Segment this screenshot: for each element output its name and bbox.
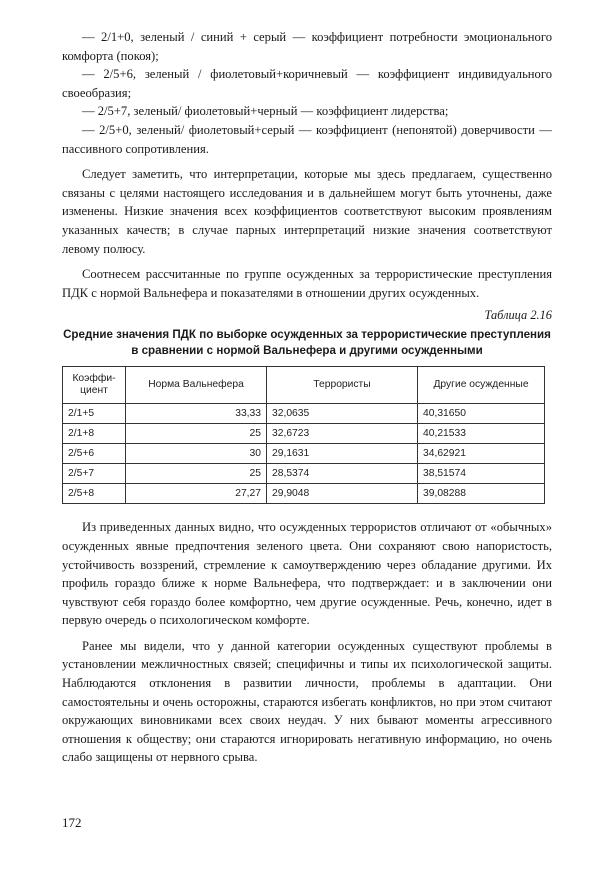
cell-norm: 25 xyxy=(126,464,267,484)
table-row xyxy=(63,424,545,444)
cell-norm: 30 xyxy=(126,444,267,464)
paragraph-interpretation-note: Следует заметить, что интерпретации, которые мы здесь предлагаем, существенно связаны с целями настоящего исследования и в дальнейшем могут быть уточнены, даже изменены. Низкие значения всех коэффициентов соответствуют высоким проявлениям указанных качеств; в случае парных интерпретаций низкие значения соответствуют левому полюсу. xyxy=(62,167,552,256)
cell-other-convicts: 38,51574 xyxy=(418,464,545,484)
cell-other-convicts: 39,08288 xyxy=(418,484,545,504)
pdk-table xyxy=(62,366,545,504)
table-row xyxy=(63,404,545,424)
cell-other-convicts: 40,21533 xyxy=(418,424,545,444)
table-number: Таблица 2.16 xyxy=(484,308,552,323)
cell-coefficient: 2/5+7 xyxy=(63,464,126,484)
cell-norm: 33,33 xyxy=(126,404,267,424)
list-item-coef-2-1-0: — 2/1+0, зеленый / синий + серый — коэффициент потребности эмоционального комфорта (покоя); xyxy=(62,30,552,63)
header-coefficient: Коэффи-циент xyxy=(63,367,126,404)
cell-terrorists: 32,6723 xyxy=(267,424,418,444)
header-norm: Норма Вальнефера xyxy=(126,367,267,404)
list-item-coef-2-5-0: — 2/5+0, зеленый/ фиолетовый+серый — коэффициент (непонятой) доверчивости — пассивного сопротивления. xyxy=(62,122,552,156)
table-row xyxy=(63,444,545,464)
cell-coefficient: 2/5+6 xyxy=(63,444,126,464)
cell-terrorists: 29,9048 xyxy=(267,484,418,504)
cell-norm: 25 xyxy=(126,424,267,444)
paragraph-psychological-traits: Ранее мы видели, что у данной категории осужденных существуют проблемы в установлении межличностных связей; специфичны и типы их психологической защиты. Наблюдаются отклонения в развитии личности, проблемы в адаптации. Они самостоятельны и очень осторожны, стараются избегать конфликтов, но при этом считают окружающих виновниками всех своих неудач. У них бывают моменты агрессивного отношения к обществу; они стараются игнорировать негативную информацию, но очень слабо защищены от нервного срыва. xyxy=(62,638,552,765)
header-terrorists: Террористы xyxy=(267,367,418,404)
cell-other-convicts: 34,62921 xyxy=(418,444,545,464)
table-caption: Средние значения ПДК по выборке осужденных за террористические преступления в сравнении с нормой Вальнефера и другими осужденными xyxy=(63,328,551,357)
cell-terrorists: 29,1631 xyxy=(267,444,418,464)
cell-coefficient: 2/1+5 xyxy=(63,404,126,424)
cell-norm: 27,27 xyxy=(126,484,267,504)
header-other-convicts: Другие осужденные xyxy=(418,367,545,404)
page-body xyxy=(62,28,552,767)
cell-terrorists: 28,5374 xyxy=(267,464,418,484)
cell-other-convicts: 40,31650 xyxy=(418,404,545,424)
paragraph-analysis: Из приведенных данных видно, что осужденных террористов отличают от «обычных» осужденных явные предпочтения зеленого цвета. Они сохраняют свою напористость, устойчивость воззрений, стремление к самоутверждению через обладание другими. Их профиль гораздо ближе к норме Вальнефера, что подтверждает: и в заключении они чувствуют себя гораздо более комфортно, чем другие осужденные. Речь, конечно, идет в первую очередь о психологическом комфорте. xyxy=(62,520,552,628)
table-header-row xyxy=(63,367,545,404)
paragraph-comparison-intro: Соотнесем рассчитанные по группе осужденных за террористические преступления ПДК с нормой Вальнефера и показателями в отношении других осужденных. xyxy=(62,267,552,300)
table-row xyxy=(63,484,545,504)
cell-terrorists: 32,0635 xyxy=(267,404,418,424)
cell-coefficient: 2/5+8 xyxy=(63,484,126,504)
page-number: 172 xyxy=(62,815,82,830)
list-item-coef-2-5-6: — 2/5+6, зеленый / фиолетовый+коричневый — коэффициент индивидуального своеобразия; xyxy=(62,67,552,100)
list-item-coef-2-5-7: — 2/5+7, зеленый/ фиолетовый+черный — коэффициент лидерства; xyxy=(82,104,449,119)
cell-coefficient: 2/1+8 xyxy=(63,424,126,444)
table-row xyxy=(63,464,545,484)
